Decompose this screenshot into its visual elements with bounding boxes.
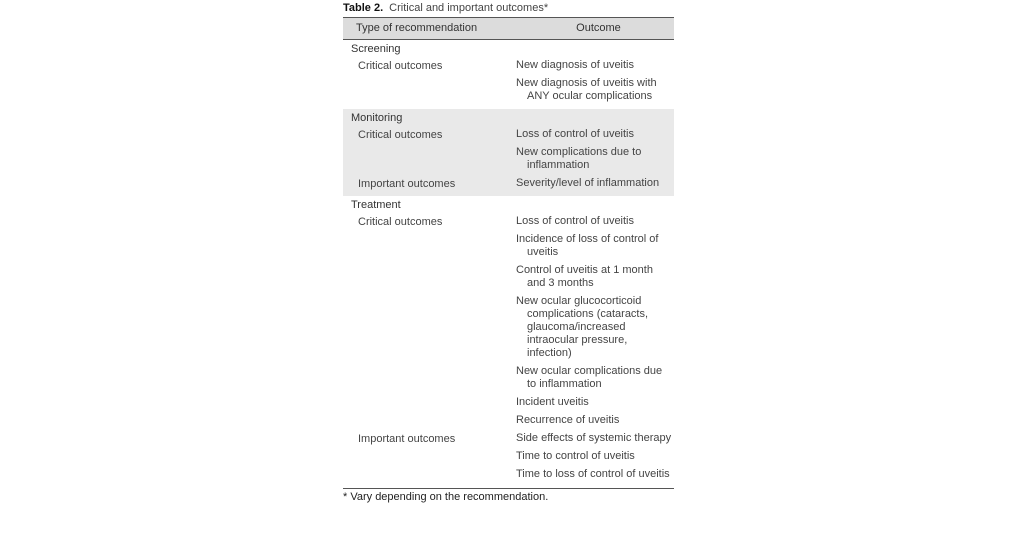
section-title: Screening [351, 43, 401, 55]
table-2 [343, 0, 674, 506]
section-monitoring [343, 109, 674, 196]
outcome-item: Loss of control of uveitis [516, 215, 635, 227]
outcome-item: Side effects of systemic therapy [516, 432, 672, 444]
table-title: Critical and important outcomes* [389, 2, 549, 14]
outcome-group-label: Critical outcomes [358, 216, 443, 228]
outcome-group [343, 57, 674, 106]
outcome-item: Time to loss of control of uveitis [516, 468, 670, 480]
outcome-group [343, 175, 674, 193]
outcome-group [343, 430, 674, 484]
table-body [343, 40, 674, 487]
outcome-group-label: Critical outcomes [358, 60, 443, 72]
outcome-item: Incidence of loss of control of uveitis [516, 233, 659, 258]
table-caption [343, 0, 674, 17]
outcome-item: Severity/level of inflammation [516, 177, 660, 189]
outcome-item: Time to control of uveitis [516, 450, 635, 462]
outcome-item: Loss of control of uveitis [516, 128, 635, 140]
section-screening [343, 40, 674, 109]
outcome-item: New complications due to inflammation [516, 146, 642, 171]
outcome-item: Control of uveitis at 1 month and 3 months [516, 264, 653, 289]
outcome-list [506, 430, 674, 484]
outcome-item: New diagnosis of uveitis [516, 59, 635, 71]
outcome-item: New ocular complications due to inflammation [516, 365, 663, 390]
table-footnote: * Vary depending on the recommendation. [343, 491, 549, 503]
outcome-list [506, 126, 674, 175]
outcome-group [343, 213, 674, 430]
outcome-item: Incident uveitis [516, 396, 589, 408]
table-number: Table 2. [343, 2, 384, 14]
header-type-of-recommendation: Type of recommendation [356, 22, 478, 34]
outcome-group-label: Important outcomes [358, 433, 456, 445]
section-title: Treatment [351, 199, 401, 211]
outcome-group-label: Critical outcomes [358, 129, 443, 141]
outcome-group-label: Important outcomes [358, 178, 456, 190]
outcome-list [506, 57, 674, 106]
outcome-item: New diagnosis of uveitis with ANY ocular complications [516, 77, 657, 102]
section-treatment [343, 196, 674, 487]
section-title: Monitoring [351, 112, 403, 124]
outcome-list [506, 213, 674, 430]
outcome-item: New ocular glucocorticoid complications (cataracts, glaucoma/increased intraocular pressure, infection) [516, 295, 649, 359]
outcome-item: Recurrence of uveitis [516, 414, 620, 426]
table-header-row [343, 17, 674, 40]
outcome-list [506, 175, 674, 193]
header-outcome: Outcome [576, 22, 621, 34]
outcome-group [343, 126, 674, 175]
